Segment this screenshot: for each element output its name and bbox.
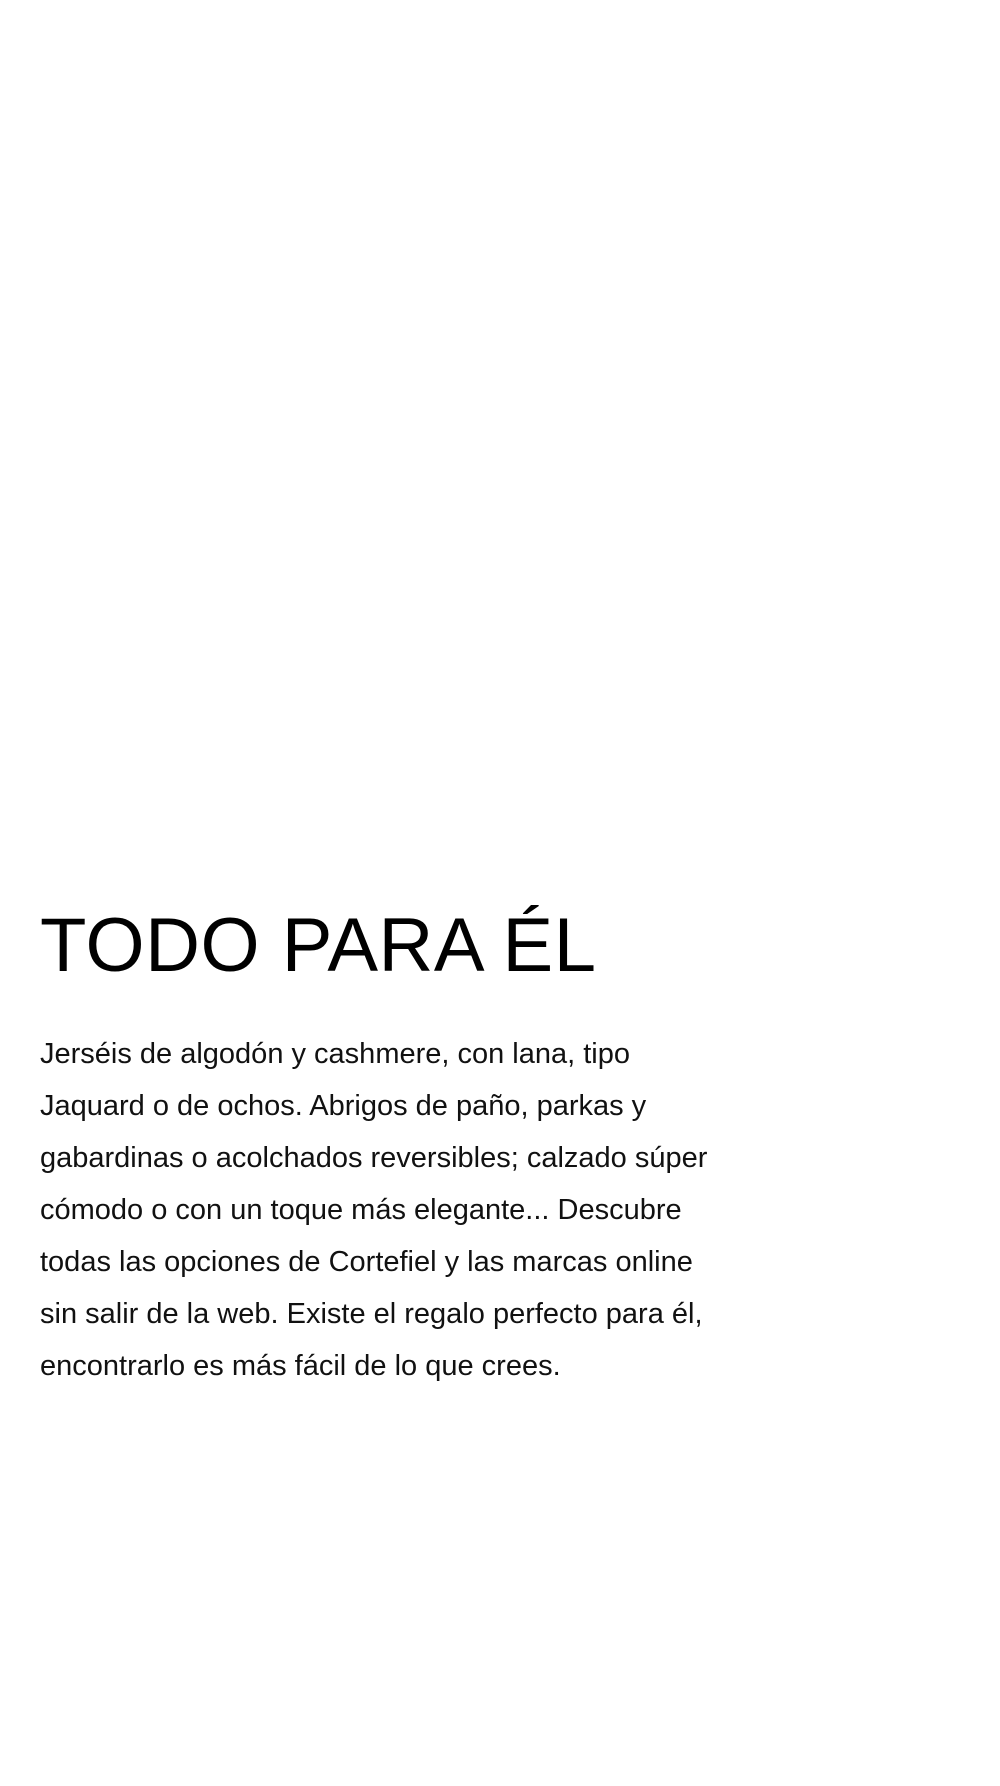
section-description: Jerséis de algodón y cashmere, con lana, tipo Jaquard o de ochos. Abrigos de paño, parkas y gabardinas o acolchados reversibles; calzado súper cómodo o con un toque más elegante... Descubre todas las opciones de Cortefiel y las marcas online sin salir de la web. Existe el regalo perfecto para él, encontrarlo es más fácil de lo que crees. — [40, 1038, 708, 1382]
section-title: TODO PARA ÉL — [40, 903, 597, 988]
promo-section — [40, 903, 730, 1392]
hero-image-area — [0, 0, 1000, 880]
